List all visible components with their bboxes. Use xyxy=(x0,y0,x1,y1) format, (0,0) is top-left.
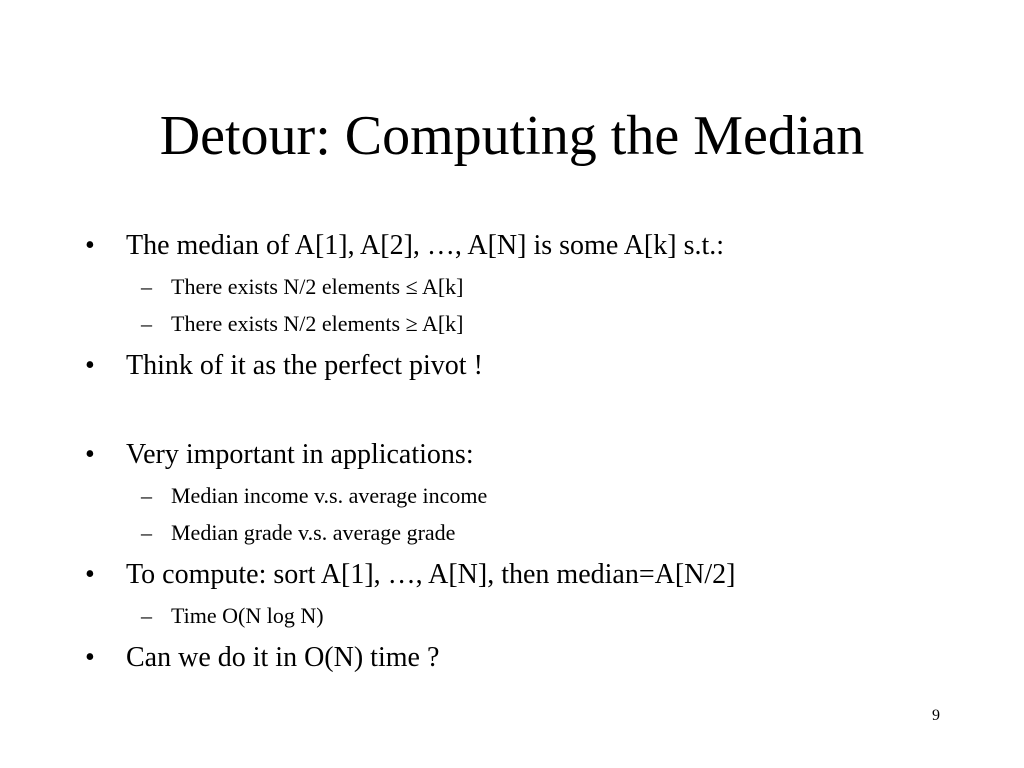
dash-icon: – xyxy=(141,311,152,336)
sub-bullet-text: Time O(N log N) xyxy=(171,603,324,628)
bullet-icon: • xyxy=(85,350,95,381)
bullet-text: To compute: sort A[1], …, A[N], then median=A[N/2] xyxy=(126,559,736,590)
sub-bullet-text: Median grade v.s. average grade xyxy=(171,520,456,545)
page-number: 9 xyxy=(932,707,940,724)
slide-title: Detour: Computing the Median xyxy=(159,105,865,167)
bullet-text: Think of it as the perfect pivot ! xyxy=(126,350,483,381)
bullet-text: Can we do it in O(N) time ? xyxy=(126,642,440,673)
bullet-text: Very important in applications: xyxy=(126,439,474,470)
dash-icon: – xyxy=(141,520,152,545)
bullet-icon: • xyxy=(85,559,95,590)
dash-icon: – xyxy=(141,603,152,628)
bullet-text: The median of A[1], A[2], …, A[N] is some A[k] s.t.: xyxy=(126,230,725,261)
sub-bullet-text: There exists N/2 elements ≥ A[k] xyxy=(171,311,464,336)
dash-icon: – xyxy=(141,274,152,299)
sub-bullet-text: There exists N/2 elements ≤ A[k] xyxy=(171,274,464,299)
sub-bullet-text: Median income v.s. average income xyxy=(171,483,488,508)
bullet-icon: • xyxy=(85,230,95,261)
bullet-icon: • xyxy=(85,642,95,673)
dash-icon: – xyxy=(141,483,152,508)
bullet-icon: • xyxy=(85,439,95,470)
